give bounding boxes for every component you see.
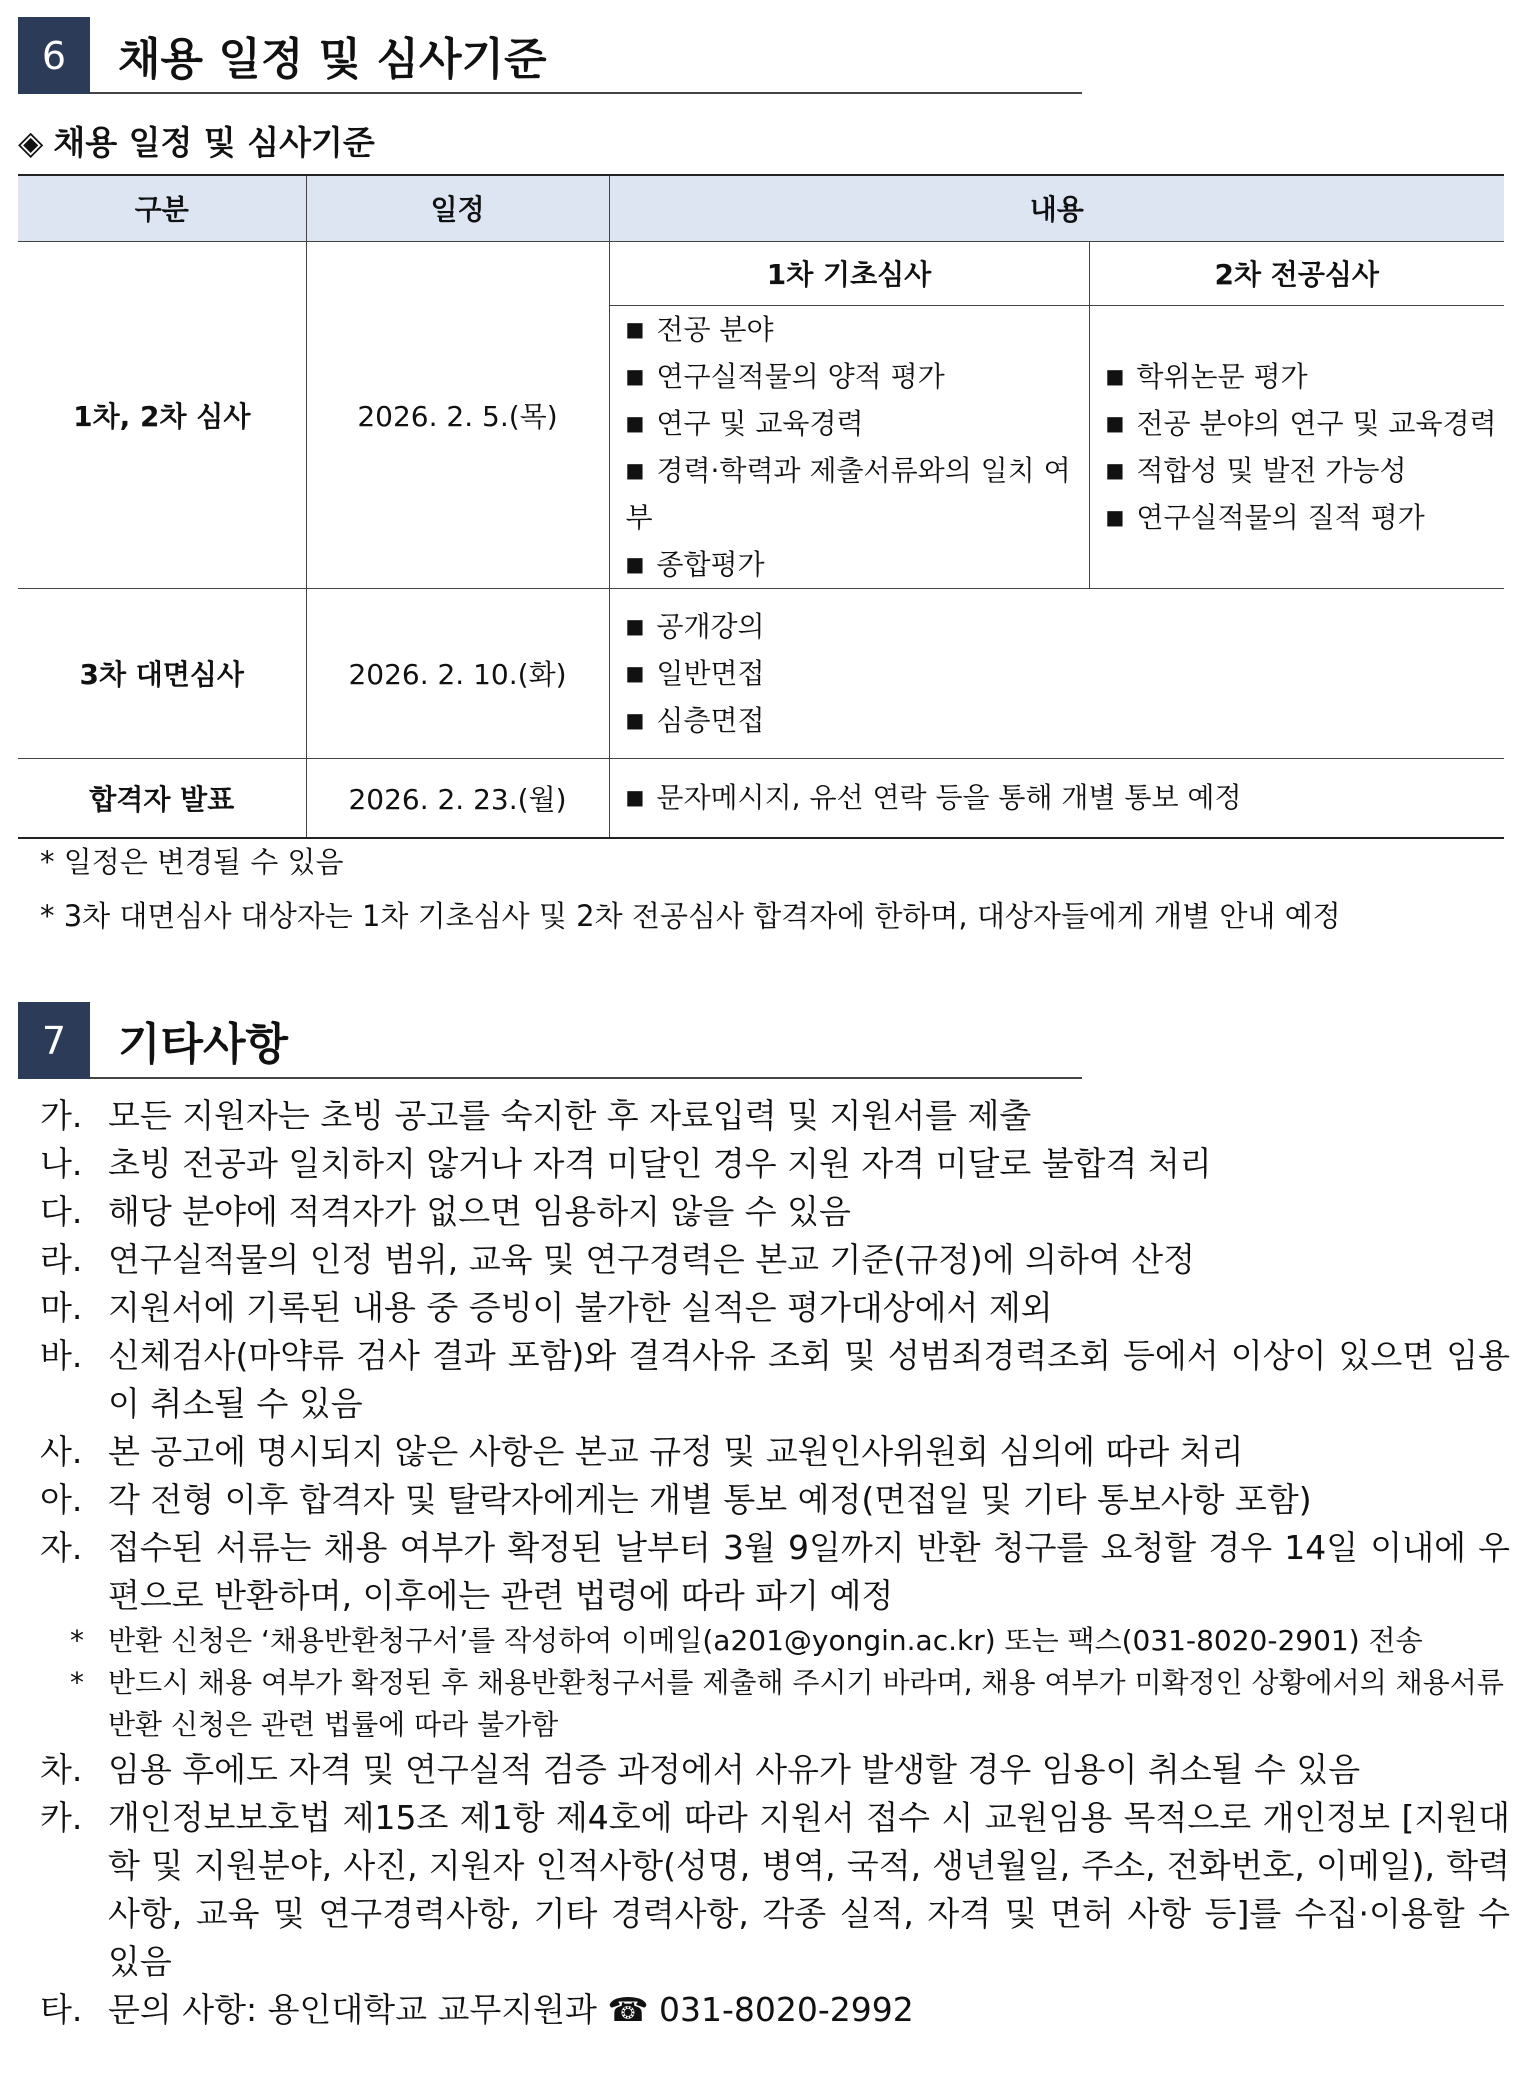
item-text: 연구실적물의 인정 범위, 교육 및 연구경력은 본교 기준(규정)에 의하여 산정 — [108, 1240, 1195, 1279]
list-item — [40, 1332, 1510, 1428]
list-item: ■ 문자메시지, 유선 연락 등을 통해 개별 통보 예정 — [626, 774, 1505, 821]
row-category: 1차, 2차 심사 — [18, 241, 306, 588]
other-items-list — [40, 1092, 1510, 2034]
row-date: 2026. 2. 23.(월) — [306, 758, 609, 838]
row-category: 3차 대면심사 — [18, 588, 306, 758]
section-title: 기타사항 — [118, 1019, 289, 1070]
item-label: 카. — [40, 1798, 83, 1837]
list-item: ■ 심층면접 — [626, 697, 1505, 744]
list-item: ■ 연구실적물의 질적 평가 — [1106, 494, 1505, 541]
item-label: 가. — [40, 1096, 83, 1135]
item-text: 본 공고에 명시되지 않은 사항은 본교 규정 및 교원인사위원회 심의에 따라 처리 — [108, 1432, 1244, 1471]
item-text: 접수된 서류는 채용 여부가 확정된 날부터 3월 9일까지 반환 청구를 요청할 경우 14일 이내에 우편으로 반환하며, 이후에는 관련 법령에 따라 파기 예정 — [108, 1528, 1510, 1615]
asterisk-marker: * — [70, 1624, 84, 1657]
list-item — [40, 1236, 1510, 1284]
row-date: 2026. 2. 5.(목) — [306, 241, 609, 588]
list-item — [40, 1188, 1510, 1236]
header-date: 일정 — [306, 175, 609, 241]
item-label: 타. — [40, 1990, 83, 2029]
list-item: ■ 종합평가 — [626, 541, 1089, 588]
item-label: 나. — [40, 1144, 83, 1183]
sub-note-text: 반드시 채용 여부가 확정된 후 채용반환청구서를 제출해 주시기 바라며, 채용 여부가 미확정인 상황에서의 채용서류 반환 신청은 관련 법률에 따라 불가함 — [108, 1666, 1504, 1741]
section-title: 채용 일정 및 심사기준 — [118, 34, 547, 85]
list-item — [40, 1794, 1510, 1986]
table-row — [18, 758, 1504, 838]
list-item — [40, 1140, 1510, 1188]
list-item: ■ 일반면접 — [626, 650, 1505, 697]
sub-note — [40, 1620, 1510, 1662]
section-6-header — [18, 17, 1082, 94]
header-content: 내용 — [609, 175, 1504, 241]
section-7-header — [18, 1002, 1082, 1079]
list-item — [40, 1476, 1510, 1524]
list-item: ■ 전공 분야의 연구 및 교육경력 — [1106, 400, 1505, 447]
item-text: 임용 후에도 자격 및 연구실적 검증 과정에서 사유가 발생할 경우 임용이 취소될 수 있음 — [108, 1750, 1361, 1789]
row-category: 합격자 발표 — [18, 758, 306, 838]
list-item — [40, 1092, 1510, 1140]
list-item — [40, 1524, 1510, 1620]
list-item: ■ 연구실적물의 양적 평가 — [626, 353, 1089, 400]
item-label: 사. — [40, 1432, 83, 1471]
table-row — [18, 588, 1504, 758]
second-review-cell — [1089, 305, 1504, 588]
item-text: 각 전형 이후 합격자 및 탈락자에게는 개별 통보 예정(면접일 및 기타 통보사항 포함) — [108, 1480, 1312, 1519]
list-item: ■ 학위논문 평가 — [1106, 353, 1505, 400]
schedule-note: * 3차 대면심사 대상자는 1차 기초심사 및 2차 전공심사 합격자에 한하며, 대상자들에게 개별 안내 예정 — [40, 899, 1341, 933]
row-date: 2026. 2. 10.(화) — [306, 588, 609, 758]
list-item — [40, 1986, 1510, 2034]
item-text: 지원서에 기록된 내용 중 증빙이 불가한 실적은 평가대상에서 제외 — [108, 1288, 1053, 1327]
list-item: ■ 연구 및 교육경력 — [626, 400, 1089, 447]
item-label: 다. — [40, 1192, 83, 1231]
list-item: ■ 전공 분야 — [626, 306, 1089, 353]
diamond-icon: ◈ — [18, 123, 44, 162]
divider — [90, 1077, 1082, 1079]
item-label: 바. — [40, 1336, 83, 1375]
sub-note-text: 반환 신청은 ‘채용반환청구서’를 작성하여 이메일(a201@yongin.ac.kr) 또는 팩스(031-8020-2901) 전송 — [108, 1624, 1423, 1657]
sub-header-first-review: 1차 기초심사 — [609, 241, 1089, 305]
item-text: 모든 지원자는 초빙 공고를 숙지한 후 자료입력 및 지원서를 제출 — [108, 1096, 1032, 1135]
first-review-cell — [609, 305, 1089, 588]
content-cell — [609, 758, 1504, 838]
item-text: 개인정보보호법 제15조 제1항 제4호에 따라 지원서 접수 시 교원임용 목적으로 개인정보 [지원대학 및 지원분야, 사진, 지원자 인적사항(성명, 병역, 국적, 생년월일, 주소, 전화번호, 이메일), 학력사항, 교육 및 연구경력사항, 기타 경력사항, 각종 실적, 자격 및 면허 사항 등]를 수집·이용할 수 있음 — [108, 1798, 1510, 1981]
item-text: 문의 사항: 용인대학교 교무지원과 ☎ 031-8020-2992 — [108, 1990, 914, 2029]
table-row — [18, 241, 1504, 305]
item-label: 자. — [40, 1528, 83, 1567]
list-item — [40, 1746, 1510, 1794]
content-cell — [609, 588, 1504, 758]
list-item: ■ 공개강의 — [626, 603, 1505, 650]
list-item — [40, 1284, 1510, 1332]
item-label: 라. — [40, 1240, 83, 1279]
section-number: 6 — [18, 17, 90, 94]
item-text: 초빙 전공과 일치하지 않거나 자격 미달인 경우 지원 자격 미달로 불합격 처리 — [108, 1144, 1212, 1183]
item-text: 해당 분야에 적격자가 없으면 임용하지 않을 수 있음 — [108, 1192, 851, 1231]
table-header-row — [18, 175, 1504, 241]
subheading — [18, 117, 375, 164]
list-item — [40, 1428, 1510, 1476]
sub-header-second-review: 2차 전공심사 — [1089, 241, 1504, 305]
list-item: ■ 경력·학력과 제출서류와의 일치 여부 — [626, 447, 1089, 541]
subheading-text: 채용 일정 및 심사기준 — [53, 123, 375, 162]
sub-note — [40, 1662, 1510, 1746]
schedule-note: * 일정은 변경될 수 있음 — [40, 845, 344, 879]
item-label: 차. — [40, 1750, 83, 1789]
header-category: 구분 — [18, 175, 306, 241]
schedule-table — [18, 174, 1504, 839]
section-number: 7 — [18, 1002, 90, 1079]
item-label: 마. — [40, 1288, 83, 1327]
item-label: 아. — [40, 1480, 83, 1519]
item-text: 신체검사(마약류 검사 결과 포함)와 결격사유 조회 및 성범죄경력조회 등에서 이상이 있으면 임용이 취소될 수 있음 — [108, 1336, 1510, 1423]
list-item: ■ 적합성 및 발전 가능성 — [1106, 447, 1505, 494]
divider — [90, 92, 1082, 94]
asterisk-marker: * — [70, 1666, 84, 1699]
